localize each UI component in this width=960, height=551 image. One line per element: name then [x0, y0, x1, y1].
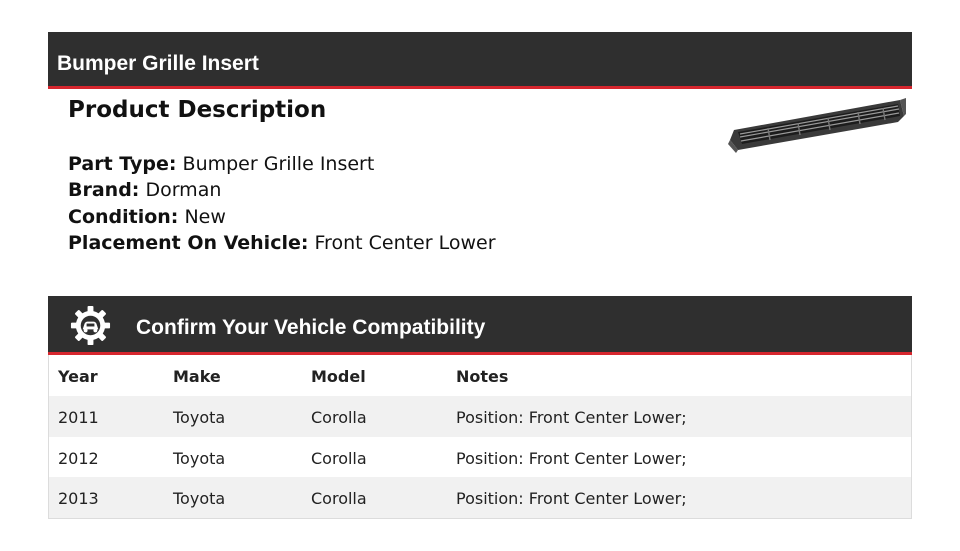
spec-label: Brand: — [68, 179, 140, 202]
cell-make: Toyota — [173, 489, 226, 509]
product-description-heading: Product Description — [68, 97, 327, 123]
cell-year: 2011 — [58, 407, 99, 427]
spec-label: Part Type: — [68, 153, 177, 175]
gear-car-icon — [69, 304, 112, 347]
spec-condition — [68, 204, 496, 230]
cell-notes: Position: Front Center Lower; — [456, 489, 687, 509]
spec-part-type — [68, 151, 496, 177]
bumper-grille-image — [728, 96, 906, 156]
spec-brand — [68, 177, 496, 203]
cell-make: Toyota — [173, 407, 226, 427]
column-header-model: Model — [311, 367, 366, 386]
spec-label: Condition: — [68, 205, 179, 228]
table-row — [49, 477, 911, 518]
spec-value: New — [184, 205, 226, 228]
cell-notes: Position: Front Center Lower; — [456, 448, 687, 468]
column-header-year: Year — [58, 367, 98, 386]
cell-model: Corolla — [311, 407, 367, 427]
spec-value: Bumper Grille Insert — [182, 153, 375, 175]
spec-label: Placement On Vehicle: — [68, 231, 309, 254]
cell-model: Corolla — [311, 489, 367, 509]
cell-make: Toyota — [173, 448, 226, 468]
cell-year: 2013 — [58, 489, 99, 509]
spec-value: Front Center Lower — [314, 231, 496, 254]
compatibility-title: Confirm Your Vehicle Compatibility — [136, 316, 486, 339]
spec-list — [68, 151, 496, 256]
spec-placement — [68, 230, 496, 256]
product-title: Bumper Grille Insert — [57, 52, 259, 75]
spec-value: Dorman — [145, 179, 222, 202]
table-row — [49, 437, 911, 478]
table-header-row — [49, 355, 911, 396]
compatibility-table — [48, 355, 912, 519]
table-row — [49, 396, 911, 437]
column-header-notes: Notes — [456, 367, 509, 386]
product-header-bar — [48, 32, 912, 89]
column-header-make: Make — [173, 367, 221, 386]
compatibility-header-bar — [48, 296, 912, 355]
cell-model: Corolla — [311, 448, 367, 468]
cell-notes: Position: Front Center Lower; — [456, 407, 687, 427]
cell-year: 2012 — [58, 448, 99, 468]
